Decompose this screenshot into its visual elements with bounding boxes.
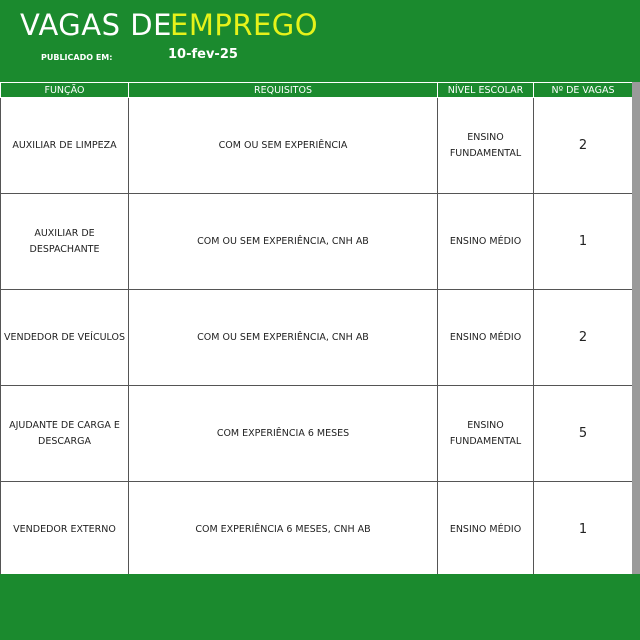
cell-requisitos: COM OU SEM EXPERIÊNCIA, CNH AB (129, 194, 438, 290)
cell-nivel-escolar: ENSINO MÉDIO (438, 290, 534, 386)
column-header-num-vagas: Nº DE VAGAS (534, 83, 633, 98)
table-row (1, 386, 633, 482)
cell-funcao: VENDEDOR DE VEÍCULOS (1, 290, 129, 386)
cell-num-vagas: 5 (534, 386, 633, 482)
cell-num-vagas: 1 (534, 482, 633, 578)
cell-num-vagas: 2 (534, 290, 633, 386)
cell-funcao: VENDEDOR EXTERNO (1, 482, 129, 578)
table-row (1, 482, 633, 578)
published-label: PUBLICADO EM: (41, 53, 113, 62)
cell-nivel-escolar: ENSINO FUNDAMENTAL (438, 98, 534, 194)
cell-nivel-escolar: ENSINO MÉDIO (438, 194, 534, 290)
cell-requisitos: COM EXPERIÊNCIA 6 MESES (129, 386, 438, 482)
page-title-part1: VAGAS DE (20, 8, 172, 42)
table-row (1, 194, 633, 290)
cell-funcao: AUXILIAR DE LIMPEZA (1, 98, 129, 194)
right-edge-divider (632, 82, 640, 574)
table-row (1, 98, 633, 194)
column-header-requisitos: REQUISITOS (129, 83, 438, 98)
cell-num-vagas: 1 (534, 194, 633, 290)
cell-requisitos: COM EXPERIÊNCIA 6 MESES, CNH AB (129, 482, 438, 578)
cell-nivel-escolar: ENSINO FUNDAMENTAL (438, 386, 534, 482)
page-title-part2: EMPREGO (170, 8, 319, 42)
cell-requisitos: COM OU SEM EXPERIÊNCIA (129, 98, 438, 194)
cell-funcao: AJUDANTE DE CARGA E DESCARGA (1, 386, 129, 482)
cell-funcao: AUXILIAR DE DESPACHANTE (1, 194, 129, 290)
table-header-row (1, 83, 633, 98)
footer-banner (0, 574, 640, 640)
header-banner (0, 0, 640, 82)
cell-num-vagas: 2 (534, 98, 633, 194)
job-table (0, 82, 633, 578)
table-row (1, 290, 633, 386)
cell-nivel-escolar: ENSINO MÉDIO (438, 482, 534, 578)
published-date: 10-fev-25 (168, 47, 238, 62)
column-header-funcao: FUNÇÃO (1, 83, 129, 98)
cell-requisitos: COM OU SEM EXPERIÊNCIA, CNH AB (129, 290, 438, 386)
column-header-nivel-escolar: NÍVEL ESCOLAR (438, 83, 534, 98)
